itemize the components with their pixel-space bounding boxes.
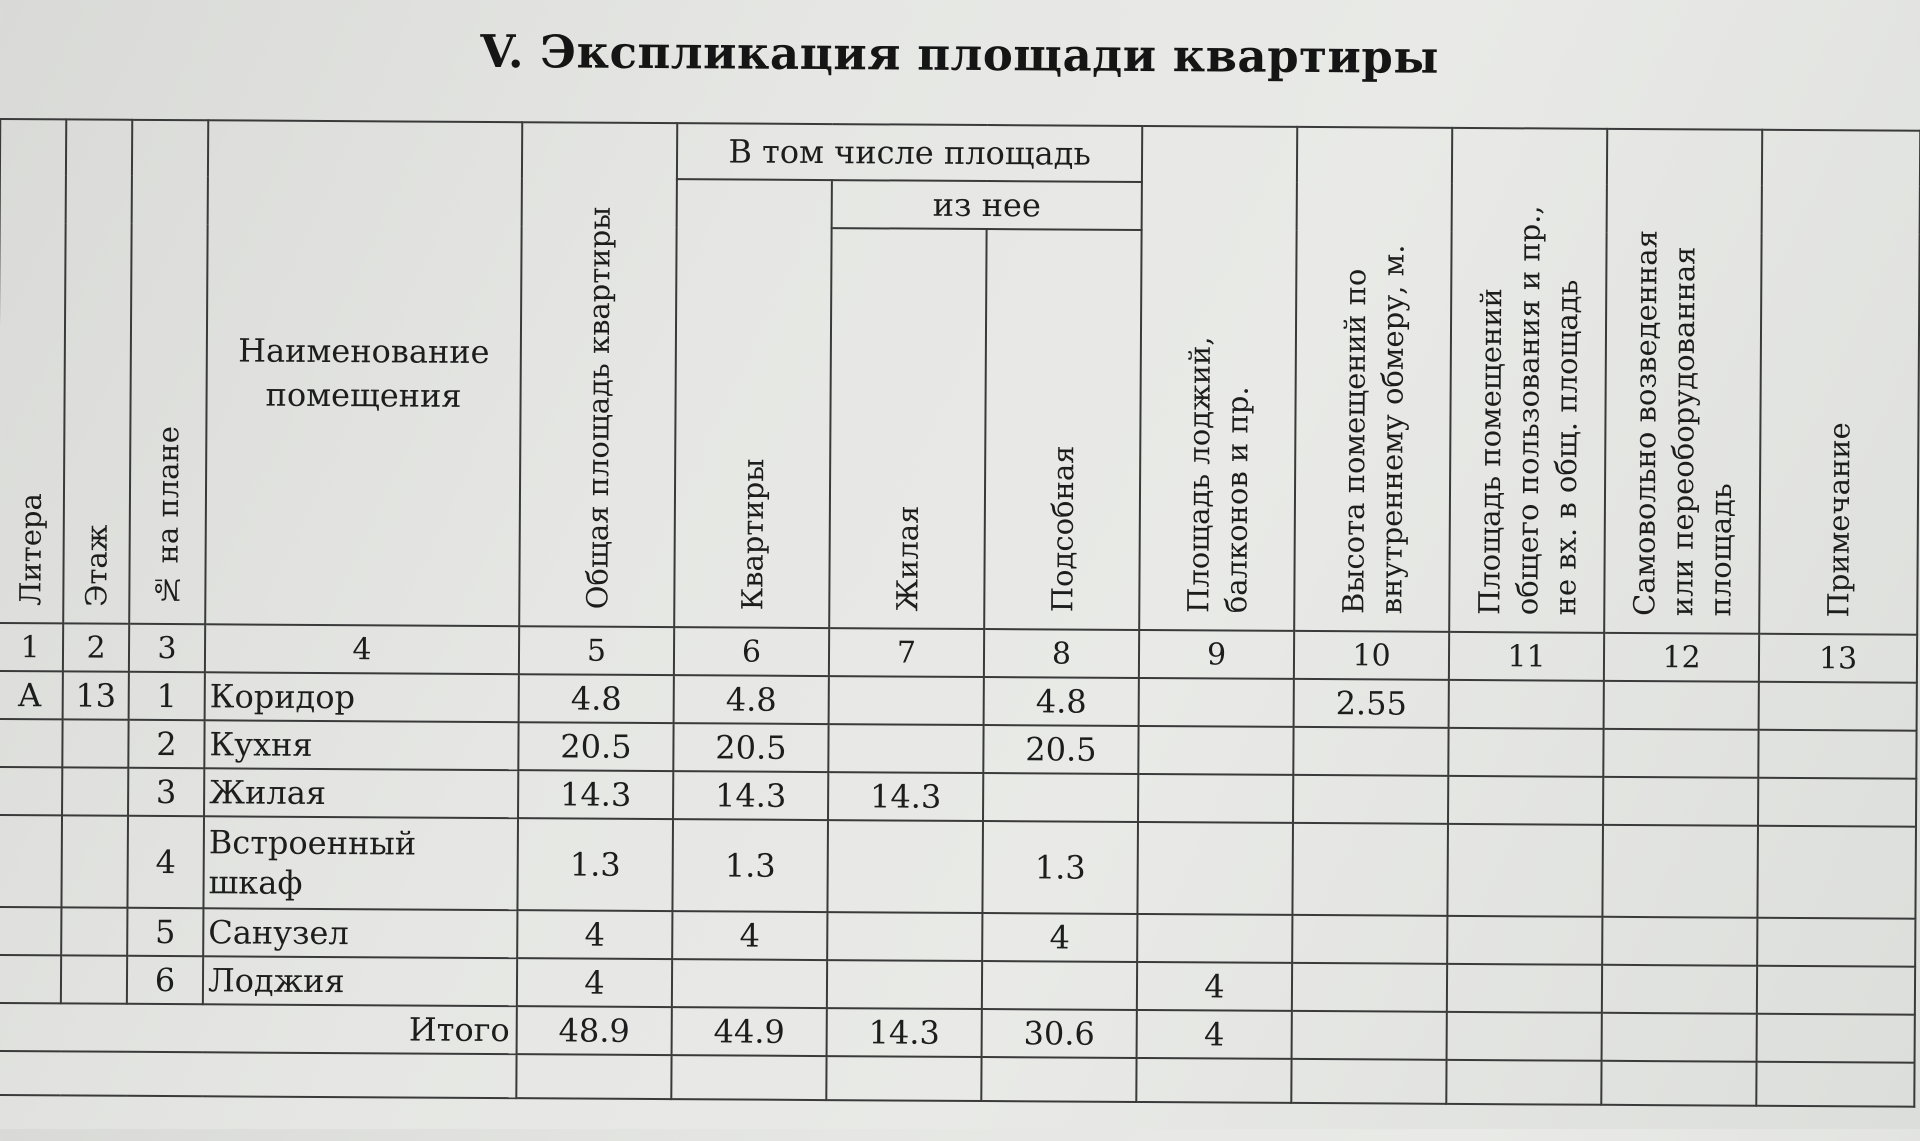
total-obshego-polz: [1447, 1012, 1602, 1061]
total-kvartiry: 44.9: [672, 1007, 827, 1056]
cell-kvartiry: 20.5: [673, 723, 828, 772]
cell-samovolno: [1602, 917, 1757, 966]
cell-samovolno: [1602, 965, 1757, 1014]
cell-obshego-polz: [1449, 680, 1604, 729]
cell-samovolno: [1603, 777, 1758, 826]
empty-cell: [1756, 1062, 1914, 1107]
cell-nomer: 4: [127, 816, 204, 908]
empty-cell: [981, 1057, 1136, 1102]
cell-kvartiry: 4: [672, 911, 827, 960]
cell-obshego-polz: [1447, 916, 1602, 965]
header-nomer: № на плане: [129, 120, 208, 624]
cell-zhilaya: [827, 820, 983, 913]
column-number: 2: [63, 623, 129, 671]
cell-litera: [0, 767, 62, 815]
cell-nomer: 6: [127, 956, 203, 1004]
header-naimenovanie: Наименование помещения: [205, 120, 522, 626]
header-samovolno: Самовольно возведенная или переоборудованная площадь: [1604, 129, 1762, 634]
cell-podsobnaya: 20.5: [983, 725, 1138, 774]
column-number: 4: [205, 624, 519, 674]
cell-nomer: 3: [128, 768, 204, 816]
cell-primechanie: [1759, 682, 1917, 731]
cell-nomer: 5: [127, 908, 203, 956]
column-number: 1: [0, 623, 63, 671]
column-number: 7: [829, 628, 984, 677]
cell-zhilaya: [827, 912, 982, 961]
total-zhilaya: 14.3: [827, 1008, 982, 1057]
total-primechanie: [1757, 1014, 1915, 1063]
cell-samovolno: [1604, 681, 1759, 730]
cell-etazh: [61, 955, 127, 1003]
cell-obshaya: 4.8: [519, 674, 674, 723]
empty-cell: [1136, 1058, 1291, 1103]
cell-samovolno: [1602, 825, 1758, 918]
cell-vysota: [1292, 915, 1447, 964]
cell-lodzhii: [1138, 726, 1293, 775]
total-samovolno: [1602, 1013, 1757, 1062]
total-obshaya: 48.9: [517, 1006, 672, 1055]
cell-nomer: 2: [128, 720, 204, 768]
empty-cell: [1291, 1059, 1446, 1104]
header-obshego-polz: Площадь помещений общего пользования и пр., не вх. в общ. площадь: [1449, 128, 1607, 633]
cell-etazh: 13: [63, 671, 129, 719]
column-number: 3: [129, 624, 205, 672]
header-vysota: Высота помещений по внутреннему обмеру, м.: [1294, 127, 1452, 632]
empty-cell: [826, 1056, 981, 1101]
cell-kvartiry: 1.3: [672, 819, 828, 912]
header-litera: Литера: [0, 119, 66, 623]
cell-zhilaya: [828, 724, 983, 773]
cell-primechanie: [1758, 730, 1916, 779]
column-number: 5: [519, 626, 674, 675]
header-row-1: [0, 119, 1920, 187]
cell-primechanie: [1757, 966, 1915, 1015]
empty-cell: [1601, 1061, 1756, 1106]
header-podsobnaya: Подсобная: [984, 229, 1141, 630]
cell-vysota: [1293, 775, 1448, 824]
cell-lodzhii: [1137, 822, 1293, 915]
total-label: Итого: [0, 1003, 517, 1054]
cell-vysota: [1293, 727, 1448, 776]
column-number: 12: [1604, 633, 1759, 682]
empty-cell: [0, 1051, 517, 1098]
cell-vysota: [1292, 963, 1447, 1012]
cell-lodzhii: [1138, 774, 1293, 823]
cell-litera: [0, 955, 61, 1003]
header-obshaya: Общая площадь квартиры: [519, 122, 677, 627]
cell-obshaya: 4: [517, 910, 672, 959]
cell-podsobnaya: 4: [982, 913, 1137, 962]
empty-cell: [1446, 1060, 1601, 1105]
cell-obshaya: 20.5: [518, 722, 673, 771]
cell-etazh: [62, 767, 128, 815]
cell-zhilaya: 14.3: [828, 772, 983, 821]
cell-kvartiry: 14.3: [673, 771, 828, 820]
cell-name: Коридор: [205, 672, 519, 722]
header-etazh: Этаж: [63, 119, 132, 623]
cell-obshego-polz: [1448, 776, 1603, 825]
header-kvartiry: Квартиры: [674, 179, 832, 628]
cell-zhilaya: [829, 676, 984, 725]
cell-obshaya: 14.3: [518, 770, 673, 819]
total-podsobnaya: 30.6: [982, 1009, 1137, 1058]
cell-vysota: 2.55: [1294, 679, 1449, 728]
page-title: V. Экспликация площади квартиры: [480, 24, 1440, 84]
cell-obshego-polz: [1447, 824, 1603, 917]
column-number: 10: [1294, 631, 1449, 680]
cell-name: Санузел: [203, 908, 517, 958]
cell-podsobnaya: [983, 773, 1138, 822]
cell-podsobnaya: [982, 961, 1137, 1010]
cell-name: Лоджия: [203, 956, 517, 1006]
header-v-tom-chisle: В том числе площадь: [677, 123, 1142, 182]
total-vysota: [1292, 1011, 1447, 1060]
cell-obshego-polz: [1448, 728, 1603, 777]
column-number: 8: [984, 629, 1139, 678]
cell-litera: [0, 815, 62, 907]
header-primechanie: Примечание: [1759, 130, 1920, 635]
empty-cell: [671, 1055, 826, 1100]
cell-obshaya: 4: [517, 958, 672, 1007]
cell-etazh: [61, 815, 128, 907]
cell-lodzhii: [1137, 914, 1292, 963]
cell-primechanie: [1757, 826, 1916, 919]
column-number: 6: [674, 627, 829, 676]
cell-obshego-polz: [1447, 964, 1602, 1013]
cell-litera: [0, 907, 61, 955]
cell-litera: [0, 719, 63, 767]
cell-kvartiry: 4.8: [674, 675, 829, 724]
cell-etazh: [61, 907, 127, 955]
cell-vysota: [1292, 823, 1448, 916]
column-number: 9: [1139, 630, 1294, 679]
cell-podsobnaya: 4.8: [984, 677, 1139, 726]
cell-etazh: [62, 719, 128, 767]
header-iz-nee: из нее: [832, 180, 1142, 230]
cell-samovolno: [1603, 729, 1758, 778]
cell-primechanie: [1757, 918, 1915, 967]
table-row: [0, 815, 1916, 919]
cell-lodzhii: [1139, 678, 1294, 727]
cell-litera: А: [0, 671, 63, 719]
cell-primechanie: [1758, 778, 1916, 827]
cell-podsobnaya: 1.3: [982, 821, 1138, 914]
column-number: 13: [1759, 634, 1917, 683]
header-zhilaya: Жилая: [829, 228, 986, 629]
explication-table: [0, 118, 1920, 1108]
header-lodzhii: Площадь лоджий, балконов и пр.: [1139, 126, 1297, 631]
total-lodzhii: 4: [1137, 1010, 1292, 1059]
empty-cell: [516, 1054, 671, 1099]
column-number: 11: [1449, 632, 1604, 681]
cell-kvartiry: [672, 959, 827, 1008]
cell-obshaya: 1.3: [517, 818, 673, 911]
cell-lodzhii: 4: [1137, 962, 1292, 1011]
cell-name: Жилая: [204, 768, 518, 818]
cell-zhilaya: [827, 960, 982, 1009]
cell-nomer: 1: [129, 672, 205, 720]
cell-name: Кухня: [204, 720, 518, 770]
cell-name: Встроенный шкаф: [203, 816, 518, 910]
